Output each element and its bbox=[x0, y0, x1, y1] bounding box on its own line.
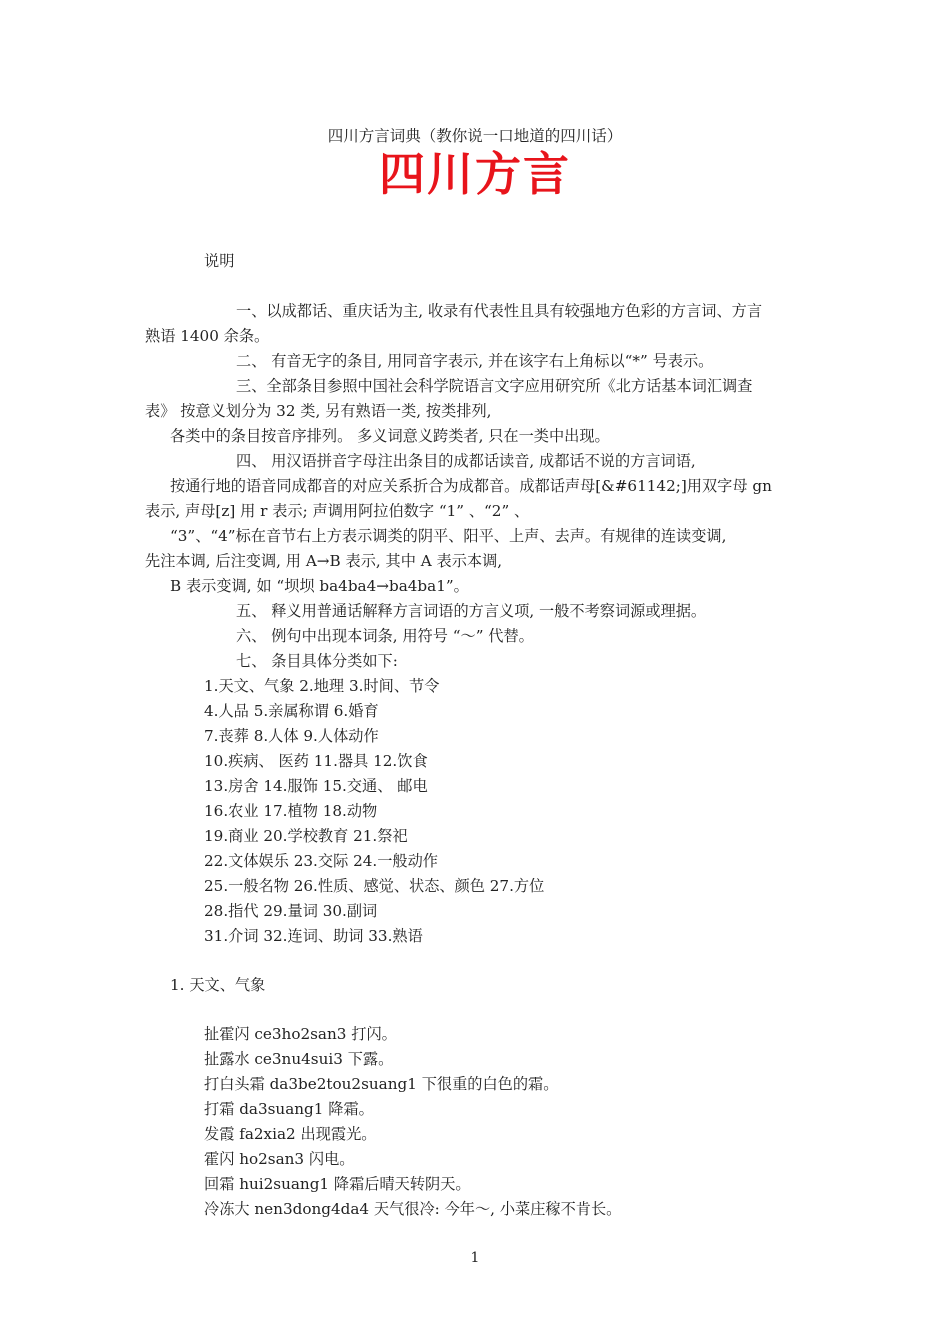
category-line: 16.农业 17.植物 18.动物 bbox=[204, 802, 378, 820]
intro-line: 表》 按意义划分为 32 类, 另有熟语一类, 按类排列, bbox=[145, 402, 492, 420]
intro-heading: 说明 bbox=[204, 252, 235, 270]
intro-line: “3”、“4”标在音节右上方表示调类的阴平、阳平、上声、去声。有规律的连读变调, bbox=[170, 527, 727, 545]
document-title: 四川方言 bbox=[379, 147, 571, 201]
category-line: 13.房舍 14.服饰 15.交通、 邮电 bbox=[204, 777, 428, 795]
intro-line: B 表示变调, 如 “坝坝 ba4ba4→ba4ba1”。 bbox=[170, 577, 469, 595]
section-heading: 1. 天文、气象 bbox=[170, 976, 266, 994]
intro-line: 表示, 声母[z] 用 r 表示; 声调用阿拉伯数字 “1” 、“2” 、 bbox=[145, 502, 530, 520]
dictionary-entry: 打白头霜 da3be2tou2suang1 下很重的白色的霜。 bbox=[204, 1075, 559, 1093]
intro-line: 五、 释义用普通话解释方言词语的方言义项, 一般不考察词源或理据。 bbox=[236, 602, 707, 620]
dictionary-entry: 扯霍闪 ce3ho2san3 打闪。 bbox=[204, 1025, 397, 1043]
category-line: 25.一般名物 26.性质、感觉、状态、颜色 27.方位 bbox=[204, 877, 545, 895]
category-line: 19.商业 20.学校教育 21.祭祀 bbox=[204, 827, 408, 845]
intro-line: 七、 条目具体分类如下: bbox=[236, 652, 398, 670]
category-line: 1.天文、气象 2.地理 3.时间、节令 bbox=[204, 677, 440, 695]
page-number: 1 bbox=[470, 1250, 480, 1266]
dictionary-entry: 扯露水 ce3nu4sui3 下露。 bbox=[204, 1050, 394, 1068]
category-line: 22.文体娱乐 23.交际 24.一般动作 bbox=[204, 852, 438, 870]
intro-line: 四、 用汉语拼音字母注出条目的成都话读音, 成都话不说的方言词语, bbox=[236, 452, 696, 470]
intro-line: 六、 例句中出现本词条, 用符号 “～” 代替。 bbox=[236, 627, 534, 645]
intro-line: 二、 有音无字的条目, 用同音字表示, 并在该字右上角标以“*” 号表示。 bbox=[236, 352, 714, 370]
category-line: 7.丧葬 8.人体 9.人体动作 bbox=[204, 727, 379, 745]
category-line: 31.介词 32.连词、助词 33.熟语 bbox=[204, 927, 423, 945]
dictionary-entry: 打霜 da3suang1 降霜。 bbox=[204, 1100, 374, 1118]
document-subtitle: 四川方言词典（教你说一口地道的四川话） bbox=[327, 127, 623, 145]
category-line: 4.人品 5.亲属称谓 6.婚育 bbox=[204, 702, 379, 720]
dictionary-entry: 霍闪 ho2san3 闪电。 bbox=[204, 1150, 355, 1168]
intro-line: 按通行地的语音同成都音的对应关系折合为成都音。成都话声母[&#61142;]用双字母 gn bbox=[170, 477, 772, 495]
intro-line: 三、全部条目参照中国社会科学院语言文字应用研究所《北方话基本词汇调查 bbox=[236, 377, 753, 395]
dictionary-entry: 回霜 hui2suang1 降霜后晴天转阴天。 bbox=[204, 1175, 471, 1193]
intro-line: 各类中的条目按音序排列。 多义词意义跨类者, 只在一类中出现。 bbox=[170, 427, 610, 445]
intro-line: 先注本调, 后注变调, 用 A→B 表示, 其中 A 表示本调, bbox=[145, 552, 503, 570]
intro-line: 一、以成都话、重庆话为主, 收录有代表性且具有较强地方色彩的方言词、方言 bbox=[236, 302, 763, 320]
dictionary-entry: 冷冻大 nen3dong4da4 天气很冷: 今年～, 小菜庄稼不肯长。 bbox=[204, 1200, 622, 1218]
intro-line: 熟语 1400 余条。 bbox=[145, 327, 270, 345]
category-line: 10.疾病、 医药 11.器具 12.饮食 bbox=[204, 752, 428, 770]
dictionary-entry: 发霞 fa2xia2 出现霞光。 bbox=[204, 1125, 377, 1143]
category-line: 28.指代 29.量词 30.副词 bbox=[204, 902, 378, 920]
